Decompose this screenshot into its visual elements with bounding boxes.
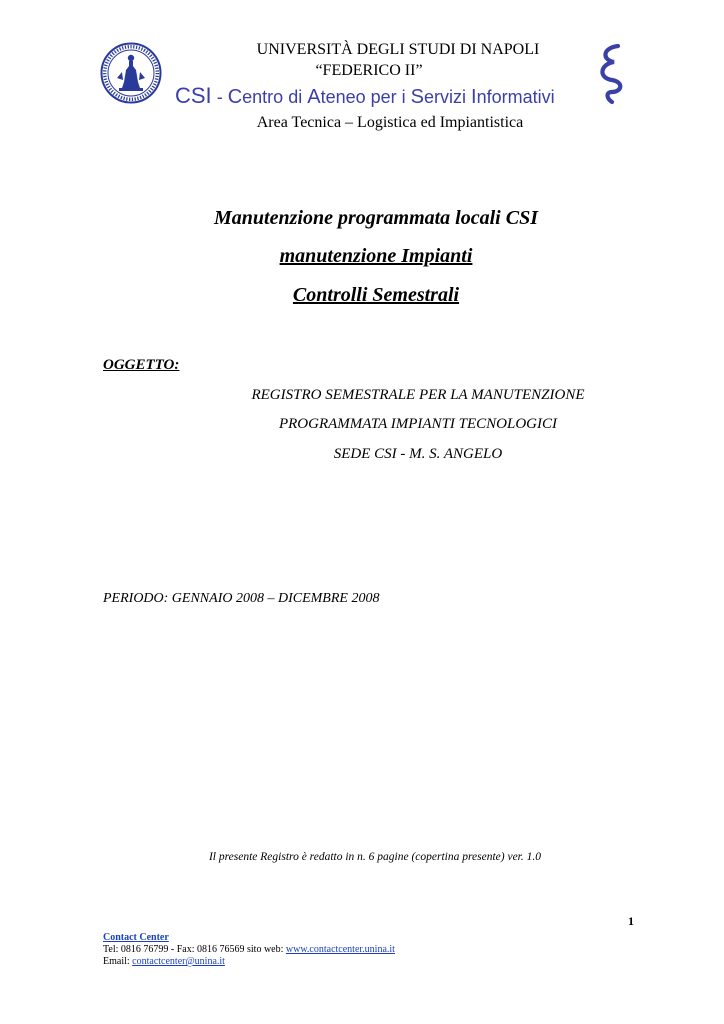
document-subtitle: manutenzione Impianti bbox=[279, 245, 473, 267]
university-name: UNIVERSITÀ DEGLI STUDI DI NAPOLI bbox=[256, 41, 540, 58]
object-line-1: REGISTRO SEMESTRALE PER LA MANUTENZIONE bbox=[251, 387, 585, 403]
contact-center-title: Contact Center bbox=[103, 932, 169, 943]
csi-word: Informativi bbox=[471, 86, 555, 108]
document-subtitle-2: Controlli Semestrali bbox=[292, 284, 460, 306]
email-label: Email: bbox=[103, 956, 133, 967]
csi-word: Servizi bbox=[410, 86, 467, 108]
period-text: PERIODO: GENNAIO 2008 – DICEMBRE 2008 bbox=[103, 591, 380, 606]
document-title: Manutenzione programmata locali CSI bbox=[214, 207, 538, 229]
contact-phone-line bbox=[103, 944, 395, 955]
csi-word-initial: I bbox=[471, 86, 477, 108]
email-link[interactable]: contactcenter@unina.it bbox=[132, 956, 225, 967]
object-line-3: SEDE CSI - M. S. ANGELO bbox=[333, 446, 503, 462]
csi-word-initial: S bbox=[410, 86, 425, 108]
csi-heading bbox=[175, 83, 555, 109]
website-link[interactable]: www.contactcenter.unina.it bbox=[285, 944, 395, 955]
object-line-2: PROGRAMMATA IMPIANTI TECNOLOGICI bbox=[278, 416, 558, 432]
contact-email-line bbox=[103, 956, 225, 967]
csi-word: di bbox=[288, 87, 303, 107]
csi-word-initial: A bbox=[307, 86, 321, 108]
csi-word: Ateneo bbox=[307, 86, 366, 108]
page-number: 1 bbox=[628, 914, 634, 928]
object-label: OGGETTO: bbox=[103, 357, 180, 373]
csi-word-initial: C bbox=[227, 86, 243, 108]
register-note: Il presente Registro è redatto in n. 6 pagine (copertina presente) ver. 1.0 bbox=[208, 851, 542, 863]
csi-word: Centro bbox=[227, 86, 284, 108]
csi-word: i bbox=[401, 87, 406, 107]
csi-acronym: CSI bbox=[175, 83, 212, 108]
csi-separator: - bbox=[211, 87, 228, 107]
csi-word: per bbox=[370, 87, 397, 107]
contact-phone-text: Tel: 0816 76799 - Fax: 0816 76569 sito web: bbox=[103, 944, 286, 955]
area-subtitle: Area Tecnica – Logistica ed Impiantistica bbox=[256, 114, 524, 131]
university-subtitle: “FEDERICO II” bbox=[315, 62, 423, 79]
